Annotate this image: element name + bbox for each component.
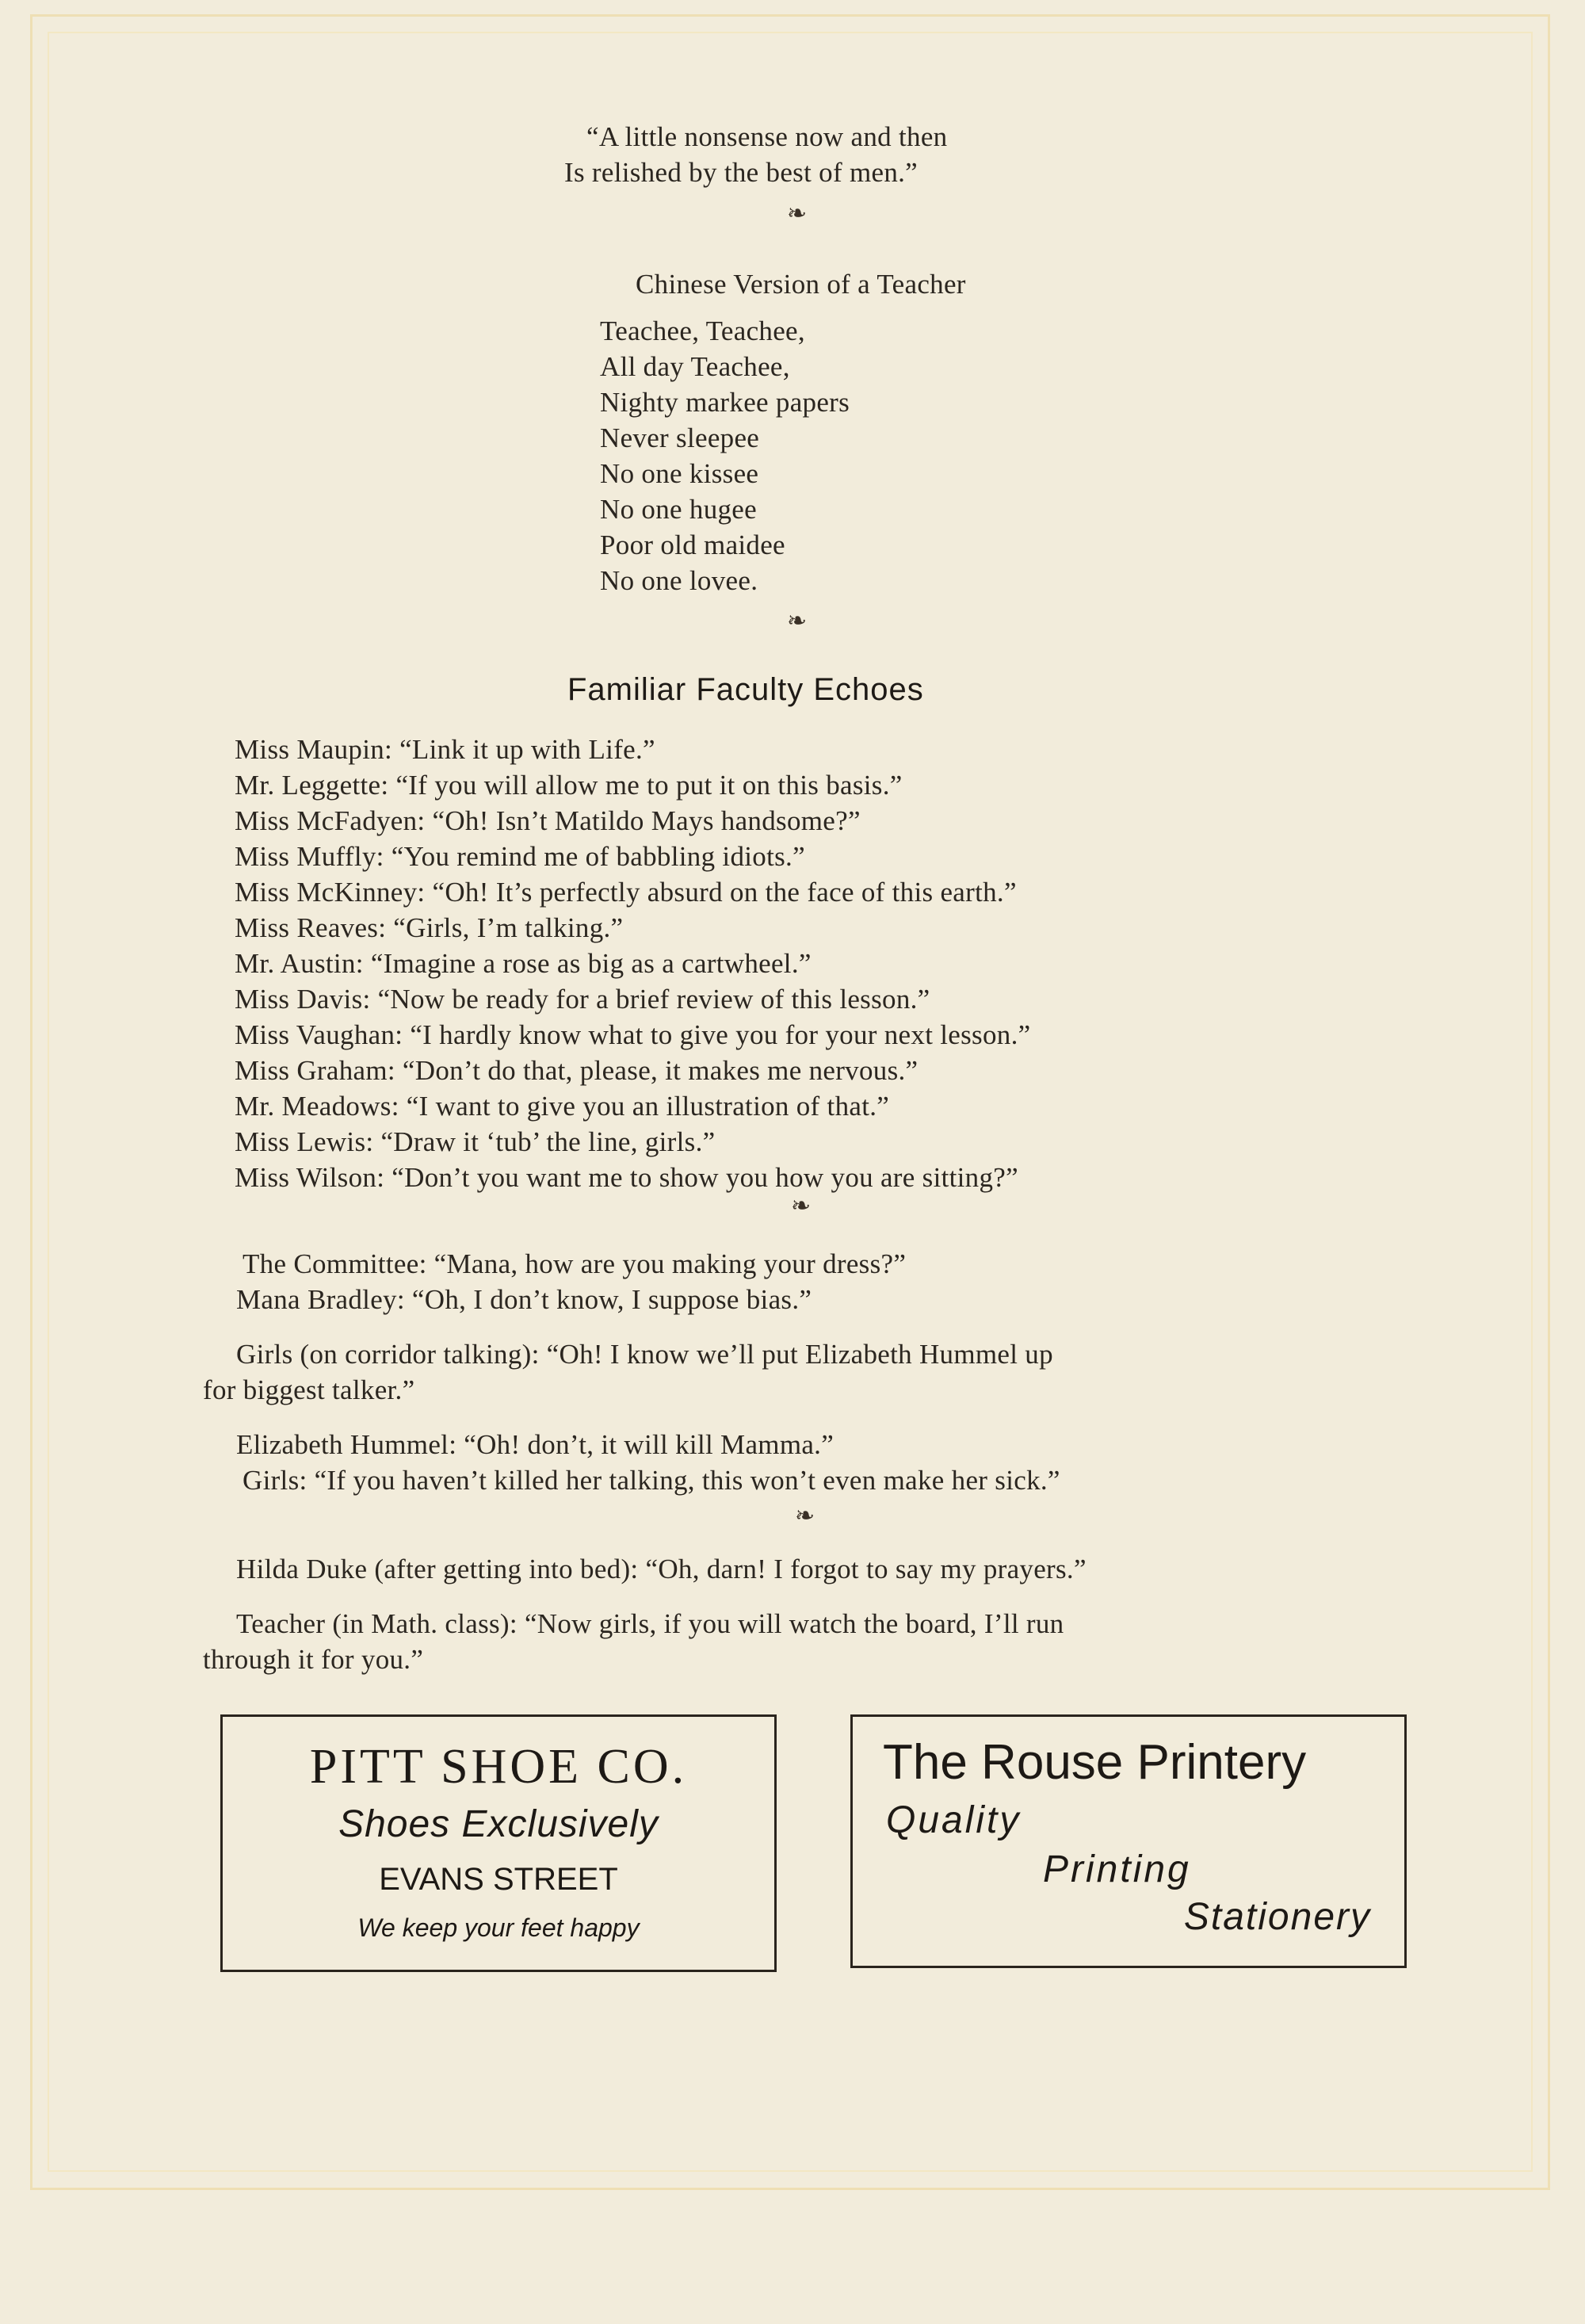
rouse-printery-title: The Rouse Printery bbox=[883, 1735, 1307, 1790]
rouse-printery-ad bbox=[850, 1714, 1407, 1968]
rouse-quality: Quality bbox=[886, 1799, 1022, 1841]
echo-line: Miss Wilson: “Don’t you want me to show you how you are sitting?” bbox=[235, 1162, 1018, 1193]
echo-line: Miss Vaughan: “I hardly know what to give you for your next lesson.” bbox=[235, 1019, 1031, 1050]
poem-line: Nighty markee papers bbox=[600, 387, 850, 418]
poem-line: Teachee, Teachee, bbox=[600, 315, 805, 346]
teacher-line-1: Teacher (in Math. class): “Now girls, if you will watch the board, I’ll run bbox=[236, 1608, 1064, 1639]
girls-line-1: Girls (on corridor talking): “Oh! I know we’ll put Elizabeth Hummel up bbox=[236, 1339, 1053, 1370]
teacher-line-2: through it for you.” bbox=[203, 1644, 424, 1675]
pitt-shoe-title: PITT SHOE CO. bbox=[309, 1740, 688, 1794]
echo-line: Mr. Meadows: “I want to give you an illustration of that.” bbox=[235, 1091, 890, 1122]
echo-line: Miss Graham: “Don’t do that, please, it makes me nervous.” bbox=[235, 1055, 919, 1086]
echo-line: Miss Lewis: “Draw it ‘tub’ the line, girls.” bbox=[235, 1126, 716, 1157]
echo-line: Mr. Leggette: “If you will allow me to put it on this basis.” bbox=[235, 770, 903, 801]
hilda-line: Hilda Duke (after getting into bed): “Oh, darn! I forgot to say my prayers.” bbox=[236, 1554, 1087, 1584]
hummel-line-2: Girls: “If you haven’t killed her talking, this won’t even make her sick.” bbox=[243, 1465, 1060, 1496]
rouse-printing: Printing bbox=[1043, 1848, 1191, 1890]
echo-line: Mr. Austin: “Imagine a rose as big as a cartwheel.” bbox=[235, 948, 812, 979]
quote-line-1: “A little nonsense now and then bbox=[586, 121, 948, 152]
poem-line: No one kissee bbox=[600, 458, 759, 489]
echoes-heading: Familiar Faculty Echoes bbox=[567, 672, 924, 707]
ornament-icon: ❧ bbox=[791, 1193, 812, 1219]
poem-line: No one lovee. bbox=[600, 565, 758, 596]
echo-line: Miss McKinney: “Oh! It’s perfectly absurd on the face of this earth.” bbox=[235, 877, 1017, 908]
pitt-shoe-street: EVANS STREET bbox=[379, 1862, 618, 1897]
pitt-shoe-ad bbox=[220, 1714, 777, 1972]
ornament-icon: ❧ bbox=[787, 608, 808, 634]
echo-line: Miss Maupin: “Link it up with Life.” bbox=[235, 734, 655, 765]
poem-line: All day Teachee, bbox=[600, 351, 790, 382]
echoes-list bbox=[235, 732, 1030, 1195]
girls-line-2: for biggest talker.” bbox=[203, 1374, 415, 1405]
ornament-icon: ❧ bbox=[795, 1503, 815, 1529]
echo-line: Miss McFadyen: “Oh! Isn’t Matildo Mays handsome?” bbox=[235, 805, 861, 836]
rouse-stationery: Stationery bbox=[1183, 1896, 1371, 1938]
hummel-line-1: Elizabeth Hummel: “Oh! don’t, it will kill Mamma.” bbox=[236, 1429, 835, 1460]
poem-line: Never sleepee bbox=[600, 422, 760, 453]
committee-line-2: Mana Bradley: “Oh, I don’t know, I suppose bias.” bbox=[236, 1284, 812, 1315]
quote-line-2: Is relished by the best of men.” bbox=[564, 157, 919, 188]
poem-title: Chinese Version of a Teacher bbox=[636, 269, 966, 300]
ornament-icon: ❧ bbox=[787, 201, 808, 227]
echo-line: Miss Reaves: “Girls, I’m talking.” bbox=[235, 912, 624, 943]
pitt-shoe-tagline: Shoes Exclusively bbox=[338, 1803, 659, 1845]
poem-line: Poor old maidee bbox=[600, 529, 785, 560]
poem-line: No one hugee bbox=[600, 494, 757, 525]
poem bbox=[600, 313, 850, 598]
committee-line-1: The Committee: “Mana, how are you making your dress?” bbox=[243, 1248, 907, 1279]
echo-line: Miss Muffly: “You remind me of babbling idiots.” bbox=[235, 841, 805, 872]
echo-line: Miss Davis: “Now be ready for a brief review of this lesson.” bbox=[235, 984, 930, 1015]
pitt-shoe-motto: We keep your feet happy bbox=[357, 1913, 640, 1942]
